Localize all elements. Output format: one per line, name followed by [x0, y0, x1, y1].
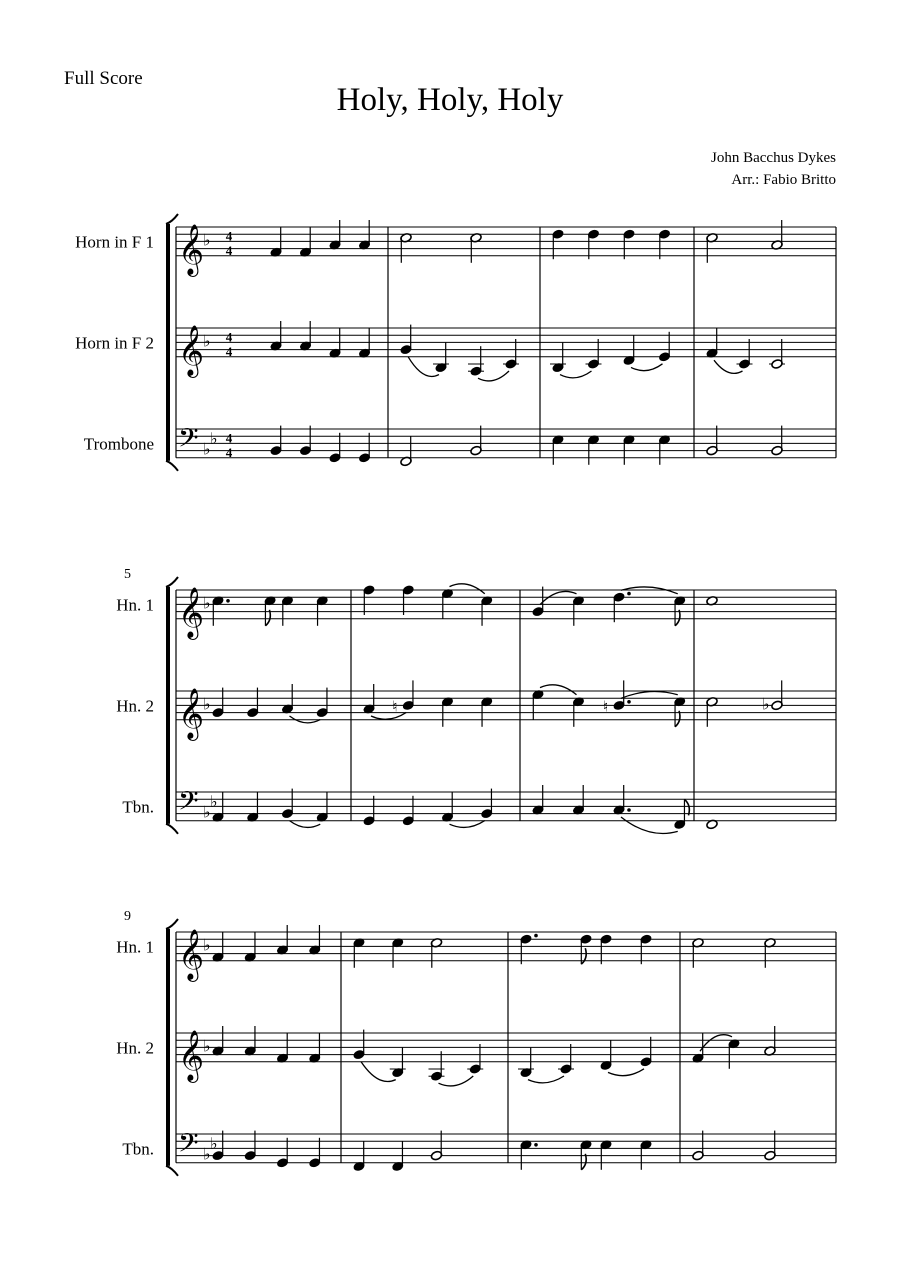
natural-sign-icon: ♮ [392, 697, 398, 716]
key-signature-flat-icon: ♭ [203, 1144, 211, 1164]
note-flag [581, 1154, 586, 1170]
measure-number: 9 [124, 909, 131, 924]
augmentation-dot [627, 700, 631, 704]
slur [450, 821, 485, 828]
time-signature-bottom: 4 [225, 444, 233, 460]
key-signature-flat-icon: ♭ [203, 230, 211, 250]
key-signature-flat-icon: ♭ [203, 935, 211, 955]
slur [478, 371, 509, 381]
key-signature-flat-icon: ♭ [203, 694, 211, 714]
key-signature-flat-icon: ♭ [203, 439, 211, 459]
treble-clef-icon: 𝄞 [178, 928, 205, 980]
slur [540, 591, 577, 604]
system-bracket [166, 587, 170, 824]
treble-clef-icon: 𝄞 [178, 586, 205, 638]
treble-clef-icon: 𝄞 [178, 223, 205, 275]
score-title: Holy, Holy, Holy [336, 82, 564, 118]
slur [631, 364, 663, 371]
augmentation-dot [627, 592, 631, 596]
instrument-short-name: Hn. 2 [116, 1038, 154, 1058]
augmentation-dot [226, 599, 230, 603]
augmentation-dot [534, 934, 538, 938]
note-flag [684, 799, 689, 815]
augmentation-dot [627, 808, 631, 812]
treble-clef-icon: 𝄞 [178, 324, 205, 376]
slur [560, 371, 592, 378]
slur [608, 1069, 644, 1076]
slur [528, 1076, 564, 1083]
natural-sign-icon: ♮ [603, 697, 609, 716]
augmentation-dot [534, 1143, 538, 1147]
system-bracket [166, 929, 170, 1166]
bracket-hook [166, 919, 178, 929]
bracket-hook [166, 461, 178, 471]
bass-clef-icon: 𝄢 [178, 785, 199, 824]
time-signature-bottom: 4 [225, 242, 233, 258]
slur [361, 1062, 396, 1082]
key-signature-flat-icon: ♭ [210, 1133, 218, 1153]
instrument-short-name: Hn. 2 [116, 696, 154, 716]
instrument-short-name: Hn. 1 [116, 595, 154, 615]
note-flag [581, 948, 586, 964]
key-signature-flat-icon: ♭ [203, 1036, 211, 1056]
slur [371, 712, 406, 719]
key-signature-flat-icon: ♭ [203, 331, 211, 351]
score-type-label: Full Score [64, 68, 143, 89]
key-signature-flat-icon: ♭ [210, 428, 218, 448]
slur [290, 821, 321, 828]
bracket-hook [166, 577, 178, 587]
composer-credit: John Bacchus Dykes [711, 150, 836, 166]
instrument-name: Horn in F 2 [75, 333, 154, 353]
instrument-short-name: Tbn. [122, 797, 154, 817]
bracket-hook [166, 214, 178, 224]
bracket-hook [166, 1166, 178, 1176]
slur [621, 817, 678, 834]
slur [450, 584, 485, 594]
key-signature-flat-icon: ♭ [203, 593, 211, 613]
bass-clef-icon: 𝄢 [178, 422, 199, 461]
treble-clef-icon: 𝄞 [178, 687, 205, 739]
note-flag [675, 711, 680, 727]
key-signature-flat-icon: ♭ [210, 791, 218, 811]
time-signature-bottom: 4 [225, 343, 233, 359]
time-signature-top: 4 [225, 430, 233, 446]
slur [540, 685, 577, 695]
instrument-name: Horn in F 1 [75, 232, 154, 252]
note-flag [675, 610, 680, 626]
slur [439, 1076, 474, 1086]
slur [408, 357, 439, 377]
bracket-hook [166, 824, 178, 834]
flat-sign-icon: ♭ [762, 694, 770, 714]
slur [700, 1035, 732, 1052]
treble-clef-icon: 𝄞 [178, 1029, 205, 1081]
instrument-name: Trombone [83, 434, 154, 454]
slur [714, 360, 743, 373]
arranger-credit: Arr.: Fabio Britto [731, 172, 836, 188]
measure-number: 5 [124, 567, 131, 582]
instrument-short-name: Tbn. [122, 1139, 154, 1159]
key-signature-flat-icon: ♭ [203, 802, 211, 822]
slur [621, 692, 678, 699]
time-signature-top: 4 [225, 329, 233, 345]
time-signature-top: 4 [225, 228, 233, 244]
instrument-short-name: Hn. 1 [116, 937, 154, 957]
system-bracket [166, 224, 170, 461]
bass-clef-icon: 𝄢 [178, 1127, 199, 1166]
note-flag [265, 610, 270, 626]
